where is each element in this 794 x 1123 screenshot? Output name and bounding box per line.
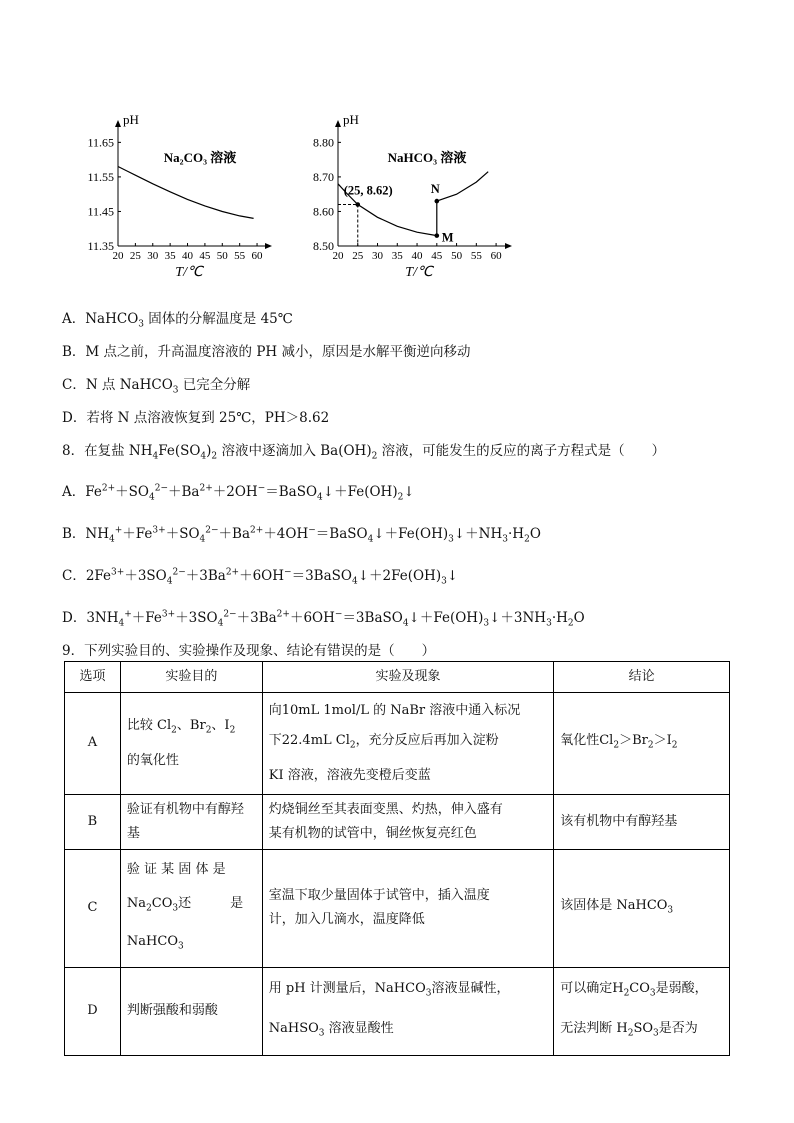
x-tick-label: 45: [199, 250, 211, 262]
q9-table: [64, 661, 730, 1056]
series-line: [118, 167, 254, 219]
x-tick-label: 20: [112, 250, 124, 262]
x-tick-label: 25: [352, 250, 364, 262]
row-purpose: 验 证 某 固 体 是 $Na_2CO_3$还 是 NaHCO$_3$: [120, 849, 262, 967]
row-procedure: 用 pH 计测量后，NaHCO$_3$溶液显碱性， NaHSO$_3$ 溶液显酸性: [262, 967, 553, 1055]
point-label-m: M: [441, 230, 454, 245]
x-axis-label: T/℃: [175, 265, 203, 280]
row-purpose: 比较 $Cl_2$、$Br_2$、$I_2$ 的氧化性: [120, 693, 262, 795]
y-tick-label: 8.60: [313, 204, 334, 219]
chart-title: NaHCO₃ 溶液: [387, 150, 467, 165]
q7-option-b: B．M 点之前，升高温度溶液的 PH 减小，原因是水解平衡逆向移动: [62, 344, 471, 360]
row-conclusion: 该有机物中有醇羟基: [554, 794, 730, 849]
header-option: 选项: [65, 662, 121, 693]
x-tick-label: 40: [411, 250, 423, 262]
nahco3-chart: [296, 100, 521, 285]
y-tick-label: 11.45: [87, 204, 114, 219]
row-conclusion: 可以确定$H_2CO_3$是弱酸， 无法判断 $H_2SO_3$是否为: [554, 967, 730, 1055]
table-row: [65, 794, 730, 849]
row-option: C: [65, 849, 121, 967]
x-tick-label: 50: [451, 250, 463, 262]
q9-stem: 9．下列实验目的、实验操作及现象、结论有错误的是（ ）: [62, 643, 436, 659]
y-tick-label: 11.35: [87, 239, 114, 253]
row-option: D: [65, 967, 121, 1055]
q7-option-d: D．若将 N 点溶液恢复到 25℃，PH＞8.62: [62, 410, 330, 426]
point-label-n: N: [430, 182, 440, 197]
x-tick-label: 60: [251, 250, 263, 262]
q8-option-d: D．$3NH_4^++Fe^{3+}+3SO_4^{2-}+3Ba^{2+}+6OH^-=3BaSO_4↓+Fe(OH)_3↓+3NH_3\cdot H_2O$: [62, 609, 585, 629]
q8-option-b: B．$NH_4^++Fe^{3+}+SO_4^{2-}+Ba^{2+}+4OH^-=BaSO_4↓+Fe(OH)_3↓+NH_3\cdot H_2O$: [62, 525, 541, 545]
x-tick-label: 35: [391, 250, 403, 262]
series-line: [437, 172, 488, 236]
y-axis-arrow: [115, 120, 121, 127]
y-tick-label: 8.70: [313, 169, 334, 184]
header-purpose: 实验目的: [120, 662, 262, 693]
point-m: [435, 233, 440, 238]
chart-title: Na₂CO₃ 溶液: [163, 150, 237, 165]
header-conclusion: 结论: [554, 662, 730, 693]
table-row: [65, 967, 730, 1055]
x-tick-label: 30: [372, 250, 384, 262]
row-procedure: 向10mL 1mol/L 的 NaBr 溶液中通入标况 下22.4mL $Cl_2$，充分反应后再加入淀粉 KI 溶液，溶液先变橙后变蓝: [262, 693, 553, 795]
table-header-row: [65, 662, 730, 693]
x-tick-label: 45: [431, 250, 443, 262]
y-axis-label: pH: [343, 112, 359, 127]
x-tick-label: 60: [490, 250, 502, 262]
row-option: A: [65, 693, 121, 795]
row-procedure: 室温下取少量固体于试管中，插入温度 计，加入几滴水，温度降低: [262, 849, 553, 967]
y-tick-label: 8.50: [313, 239, 334, 253]
x-tick-label: 25: [129, 250, 141, 262]
header-procedure: 实验及现象: [262, 662, 553, 693]
x-axis-arrow: [265, 243, 272, 249]
na2co3-chart: [70, 100, 280, 285]
table-row: [65, 693, 730, 795]
row-procedure: 灼烧铜丝至其表面变黑、灼热，伸入盛有 某有机物的试管中，铜丝恢复亮红色: [262, 794, 553, 849]
x-axis-arrow: [505, 243, 512, 249]
y-axis-label: pH: [123, 112, 139, 127]
row-purpose: 判断强酸和弱酸: [120, 967, 262, 1055]
x-tick-label: 40: [182, 250, 194, 262]
q8-option-a: A．$Fe^{2+}+SO_4^{2-}+Ba^{2+}+2OH^-=BaSO_4↓+Fe(OH)_2↓$: [62, 483, 415, 503]
y-axis-arrow: [335, 120, 341, 127]
x-tick-label: 55: [234, 250, 246, 262]
row-purpose: 验证有机物中有醇羟 基: [120, 794, 262, 849]
table-row: [65, 849, 730, 967]
point-label-25: (25, 8.62): [343, 183, 393, 198]
point-25: [355, 202, 360, 207]
q8-stem: 8．在复盐 $NH_4Fe(SO_4)_2$ 溶液中逐滴加入 $Ba(OH)_2$ 溶液，可能发生的反应的离子方程式是（ ）: [62, 443, 666, 462]
x-tick-label: 35: [164, 250, 176, 262]
x-tick-label: 20: [332, 250, 344, 262]
row-conclusion: 该固体是 NaHCO$_3$: [554, 849, 730, 967]
q8-option-c: C．$2Fe^{3+}+3SO_4^{2-}+3Ba^{2+}+6OH^-=3BaSO_4↓+2Fe(OH)_3↓$: [62, 567, 459, 587]
point-n: [435, 199, 440, 204]
q7-option-a: A．NaHCO$_3$ 固体的分解温度是 45℃: [62, 311, 293, 330]
x-tick-label: 55: [470, 250, 482, 262]
q7-option-c: C．N 点 NaHCO$_3$ 已完全分解: [62, 377, 251, 396]
x-tick-label: 50: [216, 250, 228, 262]
row-conclusion: 氧化性$Cl_2>Br_2>I_2$: [554, 693, 730, 795]
y-tick-label: 8.80: [313, 135, 334, 150]
x-tick-label: 30: [147, 250, 159, 262]
y-tick-label: 11.55: [87, 169, 114, 184]
y-tick-label: 11.65: [87, 135, 114, 150]
row-option: B: [65, 794, 121, 849]
x-axis-label: T/℃: [405, 265, 433, 280]
